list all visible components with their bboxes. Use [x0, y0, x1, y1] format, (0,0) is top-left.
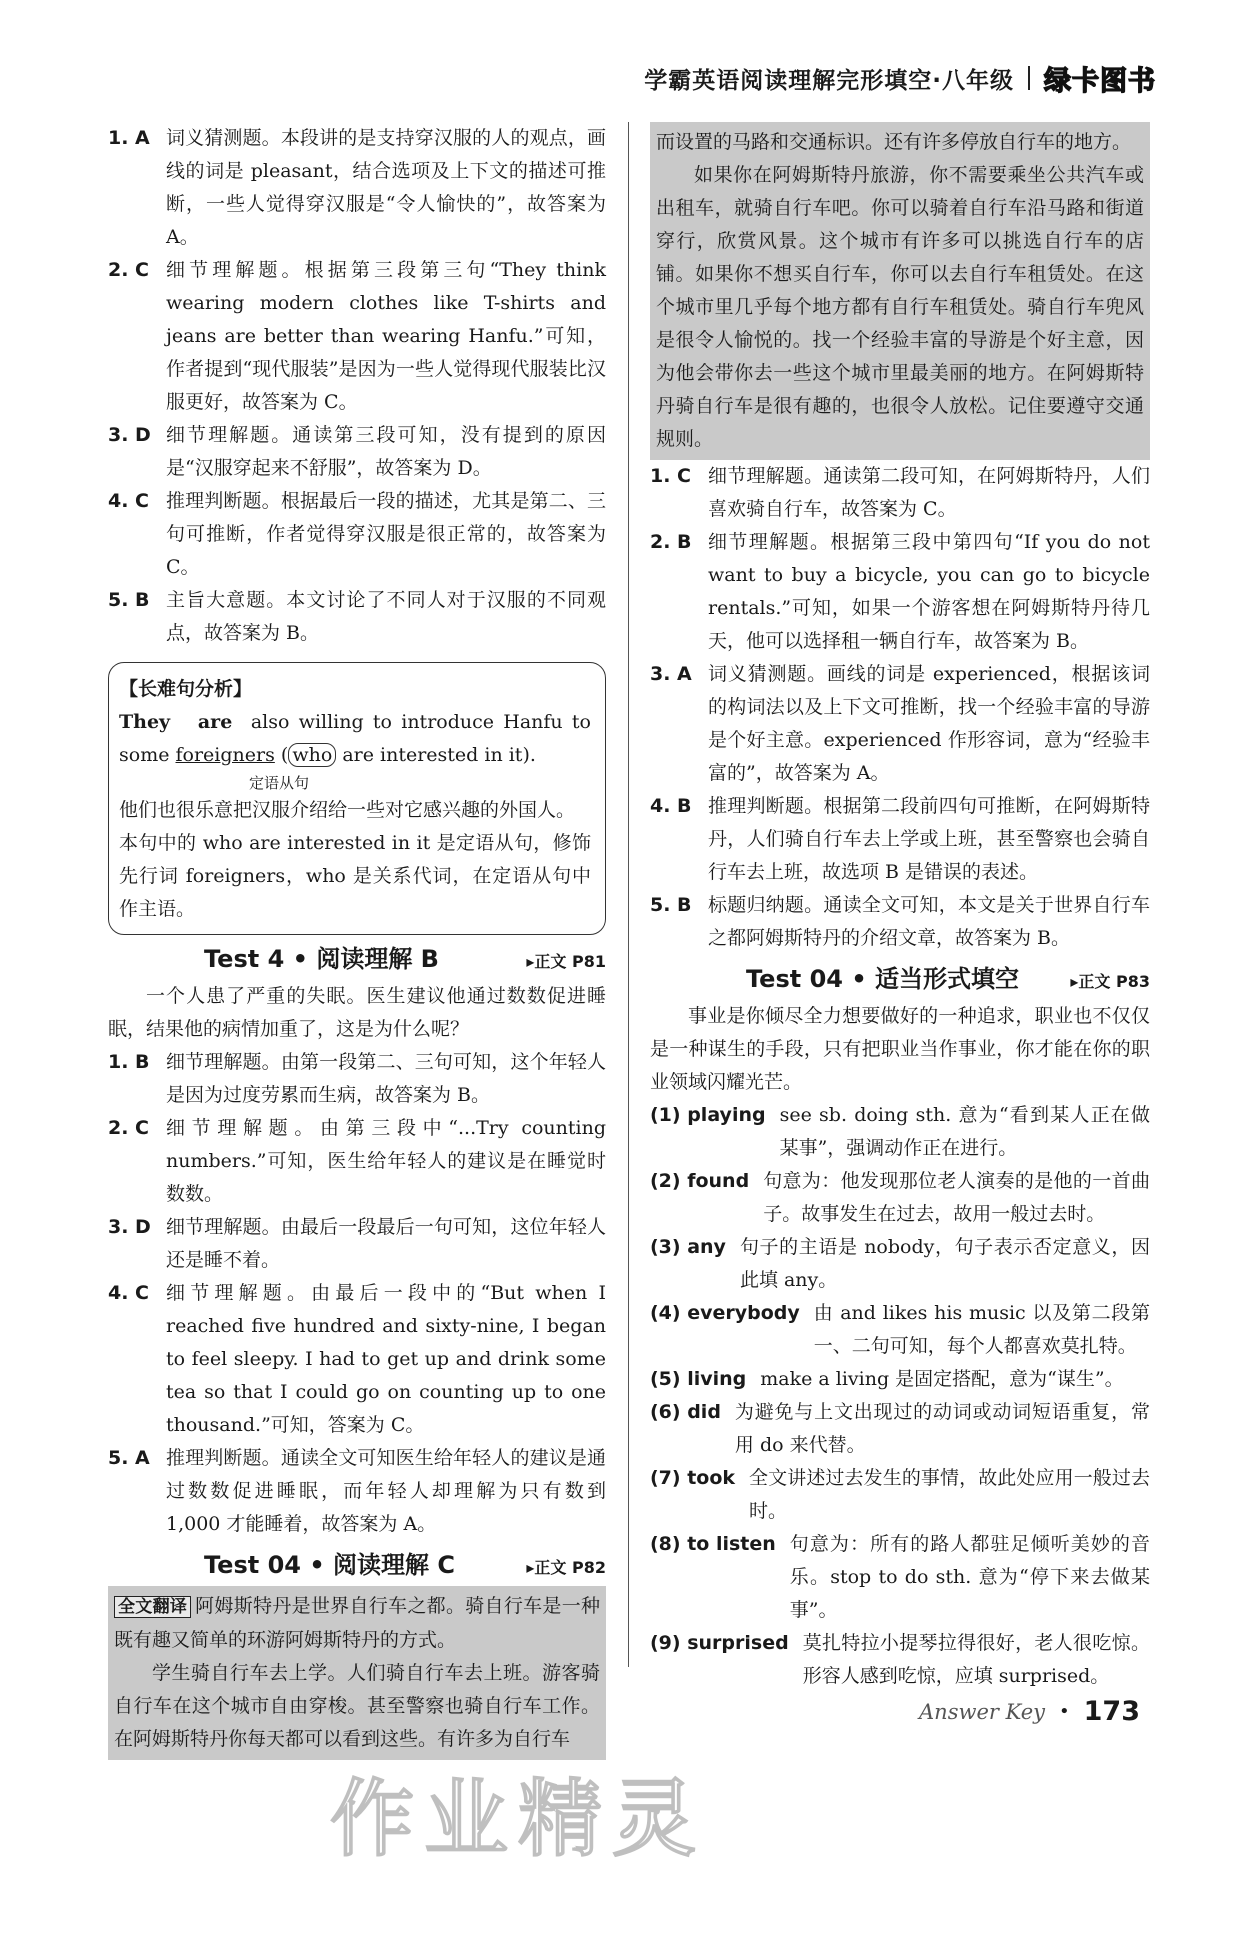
answer-number: 4. C	[108, 490, 149, 512]
answer-number: 4. C	[108, 1282, 149, 1304]
section-c-ref: ▸正文 P82	[526, 1558, 606, 1577]
answer-number: 2. B	[650, 531, 692, 553]
answer-list-a	[108, 122, 606, 650]
answer-number: 2. C	[108, 259, 149, 281]
answer-explanation: 词义猜测题。画线的词是 experienced，根据该词的构词法以及上下文可推断，找一个经验丰富的导游是个好主意。experienced 作形容词，意为“经验丰富的”，故答案为 A。	[708, 663, 1150, 784]
answer-item	[108, 254, 606, 419]
answer-key-label: Answer Key	[919, 1699, 1045, 1724]
answer-number: (1) playing	[650, 1104, 766, 1126]
section-d-ref: ▸正文 P83	[1070, 972, 1150, 991]
answer-explanation: 为避免与上文出现过的动词或动词短语重复，常用 do 来代替。	[734, 1401, 1150, 1456]
answer-item	[108, 584, 606, 650]
answer-number: (4) everybody	[650, 1302, 800, 1324]
answer-explanation: 推理判断题。根据最后一段的描述，尤其是第二、三句可推断，作者觉得穿汉服是很正常的，故答案为 C。	[166, 490, 606, 578]
answer-item	[650, 790, 1150, 889]
translation-box-left	[108, 1586, 606, 1760]
answer-item	[650, 526, 1150, 658]
paren: (	[280, 744, 289, 766]
header-divider	[1028, 66, 1030, 90]
answer-item	[650, 1099, 1150, 1165]
answer-number: (3) any	[650, 1236, 726, 1258]
answer-explanation: 细节理解题。由最后一段中的“But when I reached five hundred and sixty-nine, I began to feel sleepy. I had to get up and drink some tea so that I could go on counting up to one thousand.”可知，答案为 C。	[166, 1282, 606, 1436]
clause-note: 定语从句	[249, 774, 310, 792]
answer-explanation: 主旨大意题。本文讨论了不同人对于汉服的不同观点，故答案为 B。	[166, 589, 606, 644]
translation-cont: 而设置的马路和交通标识。还有许多停放自行车的地方。	[656, 131, 1132, 153]
answer-explanation: 细节理解题。由第三段中“...Try counting numbers.”可知，医生给年轻人的建议是在睡觉时数数。	[166, 1117, 606, 1205]
answer-number: 1. B	[108, 1051, 150, 1073]
answer-item	[650, 658, 1150, 790]
answer-item	[108, 1046, 606, 1112]
answer-list-b	[108, 1046, 606, 1541]
section-b-intro: 一个人患了严重的失眠。医生建议他通过数数促进睡眠，结果他的病情加重了，这是为什么呢？	[108, 985, 606, 1040]
answer-item	[650, 1363, 1150, 1396]
right-column	[650, 122, 1150, 1693]
sentence-part: also willing to introduce Hanfu to some	[119, 711, 591, 766]
antecedent-word: foreigners	[175, 744, 275, 766]
answer-item	[108, 1277, 606, 1442]
answer-item	[650, 460, 1150, 526]
answer-item	[108, 419, 606, 485]
box-title: 【长难句分析】	[119, 678, 253, 700]
answer-explanation: 全文讲述过去发生的事情，故此处应用一般过去时。	[749, 1467, 1150, 1522]
answer-number: (2) found	[650, 1170, 750, 1192]
answer-explanation: see sb. doing sth. 意为“看到某人正在做某事”，强调动作正在进行。	[779, 1104, 1150, 1159]
page-number: 173	[1083, 1696, 1140, 1727]
answer-number: 5. B	[108, 589, 150, 611]
answer-number: 3. D	[108, 1216, 151, 1238]
answer-explanation: 细节理解题。由最后一段最后一句可知，这位年轻人还是睡不着。	[166, 1216, 606, 1271]
answer-list-c	[650, 460, 1150, 955]
answer-explanation: 标题归纳题。通读全文可知，本文是关于世界自行车之都阿姆斯特丹的介绍文章，故答案为 B。	[708, 894, 1150, 949]
answer-explanation: make a living 是固定搭配，意为“谋生”。	[760, 1368, 1124, 1390]
column-divider	[628, 122, 629, 1667]
answer-explanation: 句意为：他发现那位老人演奏的是他的一首曲子。故事发生在过去，故用一般过去时。	[763, 1170, 1150, 1225]
page-footer	[919, 1696, 1140, 1727]
translation-tag: 全文翻译	[114, 1596, 191, 1618]
section-d-head	[650, 963, 1150, 998]
answer-item	[650, 1462, 1150, 1528]
relative-pronoun: who	[288, 743, 336, 767]
answer-explanation: 细节理解题。由第一段第二、三句可知，这个年轻人是因为过度劳累而生病，故答案为 B。	[166, 1051, 606, 1106]
answer-item	[108, 1112, 606, 1211]
answer-explanation: 莫扎特拉小提琴拉得很好，老人很吃惊。形容人感到吃惊，应填 surprised。	[802, 1632, 1150, 1687]
analysis-explain: 本句中的 who are interested in it 是定语从句，修饰先行词 foreigners，who 是关系代词，在定语从句中作主语。	[119, 832, 591, 920]
translation-p2: 学生骑自行车去上学。人们骑自行车去上班。游客骑自行车在这个城市自由穿梭。甚至警察也骑自行车工作。在阿姆斯特丹你每天都可以看到这些。有许多为自行车	[114, 1662, 600, 1750]
answer-item	[650, 1165, 1150, 1231]
answer-item	[108, 1442, 606, 1541]
answer-number: 3. A	[650, 663, 692, 685]
analysis-translation: 他们也很乐意把汉服介绍给一些对它感兴趣的外国人。	[119, 799, 576, 821]
translation-p3: 如果你在阿姆斯特丹旅游，你不需要乘坐公共汽车或出租车，就骑自行车吧。你可以骑着自行车沿马路和街道穿行，欣赏风景。这个城市有许多可以挑选自行车的店铺。如果你不想买自行车，你可以去自行车租赁处。在这个城市里几乎每个地方都有自行车租赁处。骑自行车兜风是很令人愉悦的。找一个经验丰富的导游是个好主意，因为他会带你去一些这个城市里最美丽的地方。在阿姆斯特丹骑自行车是很有趣的，也很令人放松。记住要遵守交通规则。	[656, 164, 1144, 450]
section-b-title: Test 4 • 阅读理解 B	[204, 945, 439, 973]
answer-item	[650, 1231, 1150, 1297]
verb-word: are	[197, 711, 233, 733]
answer-list-d	[650, 1099, 1150, 1693]
watermark: 作业精灵	[330, 1770, 707, 1868]
section-b-head	[108, 943, 606, 978]
section-d-intro: 事业是你倾尽全力想要做好的一种追求，职业也不仅仅是一种谋生的手段，只有把职业当作事业，你才能在你的职业领域闪耀光芒。	[650, 1005, 1150, 1093]
answer-explanation: 由 and likes his music 以及第二段第一、二句可知，每个人都喜欢莫扎特。	[813, 1302, 1150, 1357]
answer-number: (6) did	[650, 1401, 721, 1423]
answer-explanation: 推理判断题。根据第二段前四句可推断，在阿姆斯特丹，人们骑自行车去上学或上班，甚至警察也会骑自行车去上班，故选项 B 是错误的表述。	[708, 795, 1150, 883]
answer-item	[108, 122, 606, 254]
answer-number: 1. A	[108, 127, 150, 149]
answer-explanation: 细节理解题。通读第二段可知，在阿姆斯特丹，人们喜欢骑自行车，故答案为 C。	[708, 465, 1150, 520]
footer-dot: •	[1059, 1701, 1070, 1722]
answer-item	[108, 1211, 606, 1277]
sentence-analysis-box	[108, 662, 606, 935]
answer-number: 5. B	[650, 894, 692, 916]
answer-explanation: 句子的主语是 nobody，句子表示否定意义，因此填 any。	[739, 1236, 1150, 1291]
left-column	[108, 122, 606, 1760]
section-b-ref: ▸正文 P81	[526, 952, 606, 971]
answer-item	[650, 1396, 1150, 1462]
answer-explanation: 细节理解题。根据第三段第三句“They think wearing modern clothes like T-shirts and jeans are better than wearing Hanfu.”可知，作者提到“现代服装”是因为一些人觉得现代服装比汉服更好，故答案为 C。	[166, 259, 606, 413]
answer-number: (5) living	[650, 1368, 747, 1390]
answer-number: 1. C	[650, 465, 691, 487]
section-d-title: Test 04 • 适当形式填空	[746, 965, 1020, 993]
section-c-title: Test 04 • 阅读理解 C	[204, 1551, 455, 1579]
answer-item	[650, 889, 1150, 955]
answer-number: (7) took	[650, 1467, 736, 1489]
answer-item	[650, 1627, 1150, 1693]
publisher-logo: 绿卡图书	[1044, 65, 1156, 97]
answer-number: 4. B	[650, 795, 692, 817]
answer-explanation: 词义猜测题。本段讲的是支持穿汉服的人的观点，画线的词是 pleasant，结合选项及上下文的描述可推断，一些人觉得穿汉服是“令人愉快的”，故答案为 A。	[166, 127, 606, 248]
answer-number: 3. D	[108, 424, 151, 446]
subject-word: They	[119, 711, 171, 733]
section-c-head	[108, 1549, 606, 1584]
sentence-end: are interested in it).	[342, 744, 536, 766]
analysis-sentence	[119, 706, 591, 772]
translation-p1: 阿姆斯特丹是世界自行车之都。骑自行车是一种既有趣又简单的环游阿姆斯特丹的方式。	[114, 1595, 600, 1651]
answer-number: (8) to listen	[650, 1533, 776, 1555]
answer-item	[650, 1528, 1150, 1627]
answer-item	[108, 485, 606, 584]
book-title: 学霸英语阅读理解完形填空·八年级	[644, 67, 1014, 94]
answer-number: 5. A	[108, 1447, 150, 1469]
answer-explanation: 细节理解题。通读第三段可知，没有提到的原因是“汉服穿起来不舒服”，故答案为 D。	[166, 424, 606, 479]
answer-number: 2. C	[108, 1117, 149, 1139]
translation-box-right	[650, 122, 1150, 460]
answer-explanation: 句意为：所有的路人都驻足倾听美妙的音乐。stop to do sth. 意为“停下来去做某事”。	[789, 1533, 1150, 1621]
page-header	[644, 58, 1156, 98]
answer-explanation: 细节理解题。根据第三段中第四句“If you do not want to buy a bicycle, you can go to bicycle rentals.”可知，如果一个游客想在阿姆斯特丹待几天，他可以选择租一辆自行车，故答案为 B。	[708, 531, 1150, 652]
answer-explanation: 推理判断题。通读全文可知医生给年轻人的建议是通过数数促进睡眠，而年轻人却理解为只有数到 1,000 才能睡着，故答案为 A。	[166, 1447, 606, 1535]
answer-item	[650, 1297, 1150, 1363]
answer-number: (9) surprised	[650, 1632, 789, 1654]
